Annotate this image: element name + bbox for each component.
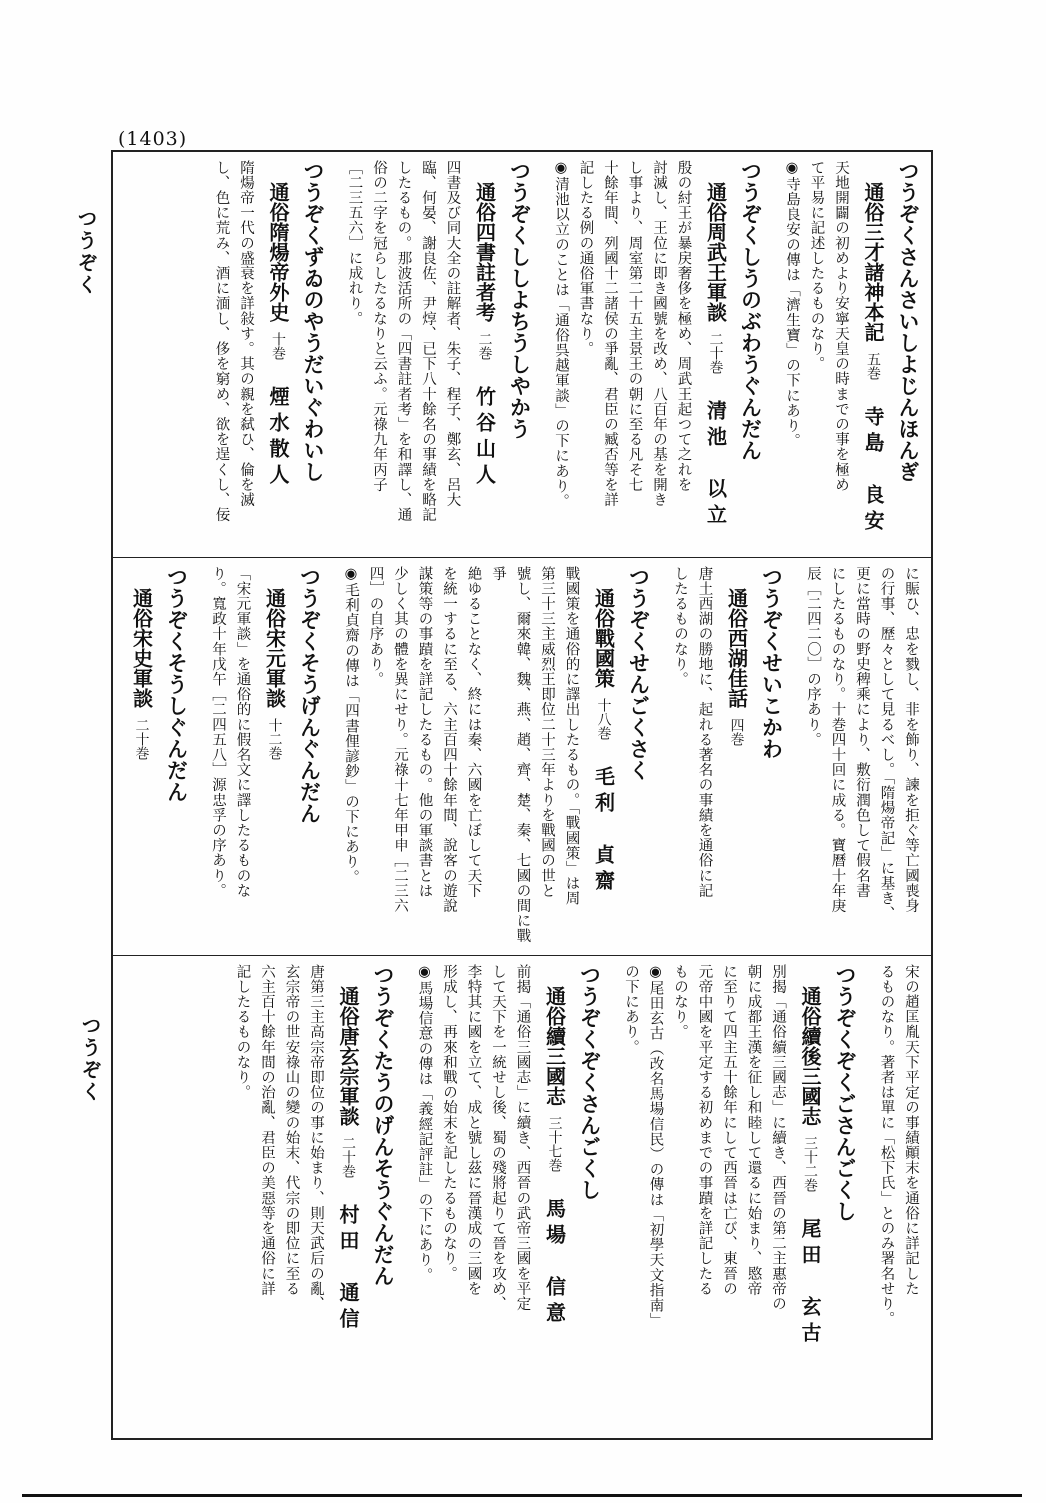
entry (230, 964, 398, 1430)
entry-text-line: に賑ひ、忠を戮し、非を飾り、諫を拒ぐ等亡國喪身 (903, 566, 919, 914)
entry-spacer (216, 964, 230, 1430)
entry-text-line: したるもの。那波活所の「四書註者考」を和譯し、通 (395, 160, 412, 523)
entry-text-line: 戰國策を通俗的に譯出したるもの。「戰國策」は周 (563, 566, 580, 907)
entry-text-line: にしたるものなり。十巻四十回に成る。寶曆十年庚 (829, 566, 846, 914)
entry-text-line: の下にあり。 (623, 964, 639, 1055)
entry-title-line (721, 566, 753, 947)
entry-author: 清池 以立 (703, 400, 728, 530)
entry-title-line (794, 964, 826, 1430)
entry-text-line: るものなり。著者は單に「松下氏」とのみ署名せり。 (878, 964, 895, 1327)
entry-text-line: ◉尾田玄古（改名馬場信民）の傳は「初學天文指南」 (647, 964, 664, 1328)
entry-text-line: り。寬政十年戊午［二四五八］源忠孚の序あり。 (210, 566, 226, 899)
entry-reading: つうぞくさんさいしよじんほんぎ (896, 160, 921, 483)
entry-author: 馬場 信意 (542, 1198, 567, 1328)
entry-title: 通俗續後三國志 (798, 986, 822, 1126)
entry-text-line: 俗の二字を冠らしたるなりと云ふ。元祿九年丙子 (371, 160, 387, 493)
entry-text-line: 號し、爾來韓、魏、燕、趙、齊、楚、秦、七國の間に戰爭 (490, 566, 531, 944)
tier-columns (121, 160, 923, 549)
entry-text-line: ◉毛利貞齋の傳は「四書俚諺鈔」の下にあり。 (343, 566, 359, 885)
entry-reading: つうぞくそうげんぐんだん (297, 566, 323, 824)
entry-title-line (469, 160, 501, 549)
entry-volumes: 三十七巻 (546, 1116, 563, 1172)
entry-volumes: 二巻 (476, 332, 493, 360)
entry-reading: つうぞくせんごくさく (626, 566, 652, 781)
entry-spacer (766, 160, 780, 549)
entry-author: 寺島 良安 (861, 406, 885, 536)
entry-text-line: したるものなり。 (672, 566, 688, 687)
entry-text-line: ◉馬場信意の傳は「義經記評註」の下にあり。 (416, 964, 433, 1283)
entry (874, 964, 923, 1430)
entry-text-line: ◉清池以立のことは「通俗呉越軍談」の下にあり。 (553, 160, 569, 509)
entry (209, 160, 328, 549)
entry-text-line: 更に當時の野史稗乘により、敷衍潤色して假名書 (854, 566, 870, 899)
entry-text-line: 宋の趙匡胤天下平定の事績顚末を通俗に詳記した (903, 964, 919, 1297)
entry-text-line: 唐土西湖の勝地に、起れる著名の事績を通俗に記 (696, 566, 713, 899)
entry (619, 964, 861, 1430)
tier-columns (121, 964, 923, 1430)
entry-volumes: 四巻 (728, 718, 745, 746)
entry-text-line: 少しく其の體を異にせり。元祿十七年甲申［二三六 (392, 566, 408, 914)
bottom-rule (22, 1494, 1022, 1497)
entry-title-line (259, 566, 291, 947)
entry-volumes: 十八巻 (595, 698, 612, 740)
entry-text-line: 四書及び同大全の註解者、朱子、程子、鄭玄、呂大 (444, 160, 461, 508)
margin-label-top: つうぞく (74, 208, 98, 296)
entry-reading: つうぞくぞくごさんごくし (833, 964, 858, 1222)
entry-title: 通俗唐玄宗軍談 (336, 986, 360, 1126)
entry-spacer (192, 566, 206, 947)
entry-text-line: 絶ゆることなく、終には秦、六國を亡ぼして天下 (465, 566, 482, 899)
entry-reading: つうぞくしうのぶわうぐんだん (738, 160, 764, 461)
entry-title: 通俗周武王軍談 (703, 182, 728, 322)
entry (668, 566, 787, 947)
margin-label-bottom: つうぞく (78, 1015, 102, 1103)
entry-text-line: 臨、何晏、謝良佐、尹焞、已下八十餘名の事績を略記 (420, 160, 436, 523)
entry-author: 尾田 玄古 (798, 1218, 822, 1348)
entry-title-line (857, 160, 889, 549)
entry-title: 通俗宋元軍談 (262, 588, 287, 708)
entry-title-line (539, 964, 571, 1430)
entry-reading: つうぞくぞくさんごくし (577, 964, 603, 1201)
entry-spacer (195, 160, 209, 549)
entry-volumes: 三十二巻 (802, 1136, 818, 1192)
entry-text-line: 前揭「通俗三國志」に續き、西晉の武帝三國を平定 (514, 964, 531, 1312)
entry-title: 通俗宋史軍談 (129, 588, 154, 708)
entry-text-line: 記したる例の通俗軍書なり。 (577, 160, 594, 357)
entry-text-line: 六主百十餘年間の治亂、君臣の美惡等を通俗に詳 (259, 964, 275, 1297)
entry-author: 村田 通信 (336, 1204, 360, 1334)
entry-text-line: 元帝中國を平定する初めまでの事蹟を詳記したる (696, 964, 713, 1297)
entry-text-line: し、色に荒み、酒に湎し、侈を窮め、欲を逞くし、佞 (213, 160, 230, 523)
entry-title-line (262, 160, 294, 549)
entry-text-line: ものなり。 (672, 964, 688, 1040)
entry-title: 通俗隋煬帝外史 (266, 182, 290, 322)
entry (339, 566, 654, 947)
entry-spacer (605, 964, 619, 1430)
entry-spacer (654, 566, 668, 947)
entry-reading: つうぞくせいこかわ (759, 566, 785, 760)
entry-reading: つうぞくししよちうしやかう (507, 160, 533, 440)
entry-text-line: ◉寺島良安の傳は「濟生寶」の下にあり。 (784, 160, 800, 449)
entry-text-line: 記したるものなり。 (234, 964, 251, 1100)
entry-reading: つうぞくそうしぐんだん (164, 566, 190, 803)
entry-volumes: 五巻 (865, 352, 881, 380)
entry-text-line: 別揭「通俗續三國志」に續き、西晉の第二主惠帝の (770, 964, 786, 1312)
entry (801, 566, 924, 947)
entry-text-line: 唐第三主高宗帝即位の事に始まり、則天武后の亂、 (308, 964, 324, 1312)
entry-text-line: 隋煬帝一代の盛衰を詳敍す。其の親を弑ひ、倫を滅 (238, 160, 254, 508)
entry-volumes: 二十巻 (133, 718, 150, 760)
entry-text-line: の行事、歷々として見るべし。「隋煬帝記」に基き、 (878, 566, 895, 922)
entry-title: 通俗四書註者考 (472, 182, 497, 322)
entry-text-line: 李特其に國を立て、成と號し茲に晉漢成の三國を (465, 964, 482, 1297)
tier-bottom (113, 956, 931, 1438)
entry (206, 566, 325, 947)
entry-spacer (325, 566, 339, 947)
page-number: (1403) (118, 128, 188, 150)
entry-spacer (328, 160, 342, 549)
entry-author: 竹谷山人 (472, 386, 497, 490)
tier-top (113, 152, 931, 558)
entry-spacer (121, 566, 122, 947)
entry-text-line: 形成し、再來和戰の始末を記したるものなり。 (441, 964, 457, 1282)
entry-author: 毛利 貞齋 (591, 766, 616, 896)
entry-volumes: 十巻 (270, 332, 286, 360)
entry-title-line (126, 566, 158, 947)
tier-middle (113, 558, 931, 956)
entry-text-line: し事より、周室第二十五主景王の朝に至る凡そ七 (626, 160, 643, 493)
tier-columns (121, 566, 923, 947)
entry-title-line (700, 160, 732, 549)
entry-text-line: 十餘年間、列國十二諸侯の爭亂、君臣の臧否等を詳 (602, 160, 618, 508)
entry (549, 160, 766, 549)
entry-text-line: ［二三五六］に成れり。 (346, 160, 363, 327)
entry-text-line: 討滅し、王位に即き國號を改め、八百年の基を開き (651, 160, 667, 508)
entry-title-line (332, 964, 364, 1430)
entry-text-line: 謀策等の事蹟を詳記したるもの。他の軍談書とは (416, 566, 433, 899)
entry-volumes: 二十巻 (340, 1136, 356, 1178)
entry-reading: つうぞくずゐのやうだいぐわいし (301, 160, 326, 483)
entry (126, 566, 192, 947)
entry (342, 160, 535, 549)
entry-title: 通俗三才諸神本記 (861, 182, 885, 342)
entry-text-line: して天下を一統せし後、蜀の殘將起りて晉を攻め、 (490, 964, 506, 1312)
entry-text-line: を統一するに至る、六主百四十餘年間、說客の遊說 (441, 566, 457, 914)
entry-title: 通俗西湖佳話 (724, 588, 749, 708)
entry (780, 160, 924, 549)
entry-spacer (787, 566, 801, 947)
entry-spacer (535, 160, 549, 549)
entry-text-line: に至りて四主五十餘年にして西晉は亡び、東晉の (721, 964, 737, 1297)
entry-text-line: 四］の自序あり。 (367, 566, 384, 687)
entry-text-line: て平易に記述したるものなり。 (808, 160, 825, 372)
entry (412, 964, 605, 1430)
page-frame (111, 150, 933, 1440)
entry-text-line: 天地開闢の初めより安寧天皇の時までの事を極め (833, 160, 849, 493)
entry-text-line: 玄宗帝の世安祿山の變の始末、代宗の即位に至る (283, 964, 300, 1297)
entry-reading: つうぞくたうのげんそうぐんだん (371, 964, 396, 1287)
entry-spacer (398, 964, 412, 1430)
entry-text-line: 「宋元軍談」を通俗的に假名文に譯したるものな (234, 566, 251, 899)
entry-text-line: 朝に成都王漢を征し和睦して還るに始まり、愍帝 (745, 964, 762, 1297)
entry-title: 通俗續三國志 (542, 986, 567, 1106)
entry-text-line: 殷の紂王が暴戻奢侈を極め、周武王起つて之れを (675, 160, 692, 493)
entry-text-line: 辰［二四二〇］の序あり。 (805, 566, 821, 748)
entry-text-line: 第三十三主威烈王即位二十三年よりを戰國の世と (539, 566, 555, 899)
entry-title-line (588, 566, 620, 947)
entry-spacer (860, 964, 874, 1430)
entry-volumes: 二十巻 (707, 332, 724, 374)
entry-volumes: 十二巻 (266, 718, 283, 760)
entry-author: 煙水散人 (266, 386, 290, 490)
entry-title: 通俗戰國策 (591, 588, 616, 688)
